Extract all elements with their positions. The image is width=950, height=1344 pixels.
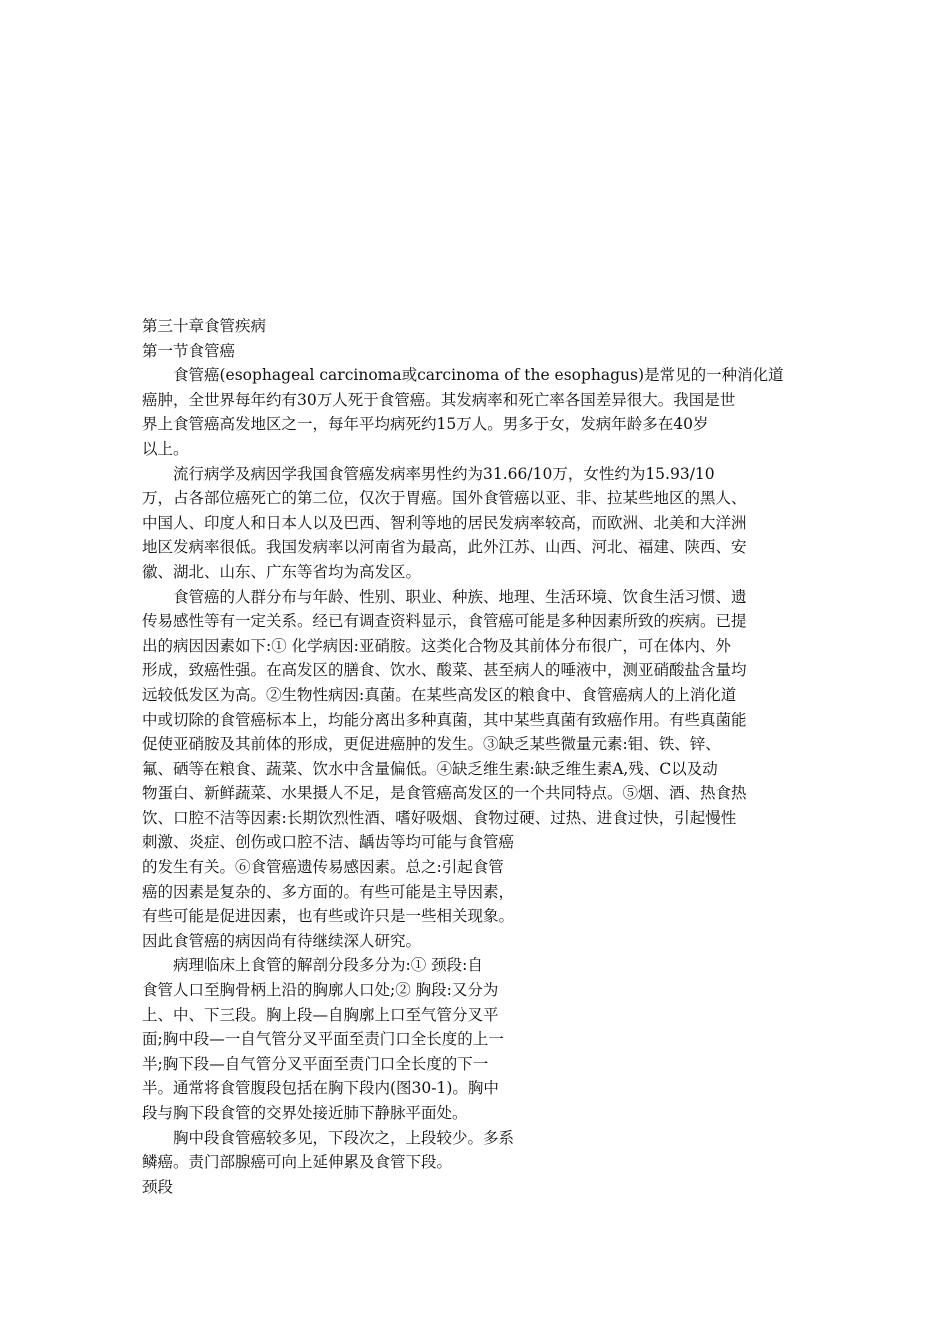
document-body bbox=[142, 314, 802, 1199]
chapter-title: 第三十章食管疾病 bbox=[142, 317, 267, 335]
paragraph-line: 流行病学及病因学我国食管癌发病率男性约为31.66/10万，女性约为15.93/10 bbox=[173, 464, 715, 483]
paragraph-line: 出的病因因素如下:① 化学病因:亚硝胺。这类化合物及其前体分布很广，可在体内、外 bbox=[142, 636, 731, 655]
paragraph-line: 刺激、炎症、创伤或口腔不洁、龋齿等均可能与食管癌 bbox=[142, 833, 515, 852]
paragraph-line: 以上。 bbox=[142, 439, 189, 458]
paragraph-line: 鳞癌。责门部腺癌可向上延伸累及食管下段。 bbox=[142, 1153, 453, 1172]
paragraph-epidemiology bbox=[142, 462, 802, 585]
paragraph-line: 促使亚硝胺及其前体的形成，更促进癌肿的发生。③缺乏某些微量元素:钼、铁、锌、 bbox=[142, 735, 721, 754]
paragraph-line: 中或切除的食管癌标本上，均能分离出多种真菌，其中某些真菌有致癌作用。有些真菌能 bbox=[142, 710, 747, 729]
paragraph-line: 氟、硒等在粮食、蔬菜、饮水中含量偏低。④缺乏维生素:缺乏维生素A,残、C以及动 bbox=[142, 759, 718, 778]
paragraph-line: 癌的因素是复杂的、多方面的。有些可能是主导因素， bbox=[142, 882, 515, 901]
paragraph-distribution bbox=[142, 1126, 802, 1175]
paragraph-line: 病理临床上食管的解剖分段多分为:① 颈段:自 bbox=[173, 956, 483, 975]
figure-label: 颈段 bbox=[142, 1177, 174, 1196]
paragraph-line: 半;胸下段—自气管分叉平面至责门口全长度的下一 bbox=[142, 1054, 489, 1073]
paragraph-line: 传易感性等有一定关系。经已有调查资料显示，食管癌可能是多种因素所致的疾病。已提 bbox=[142, 612, 747, 631]
paragraph-pathology bbox=[142, 953, 802, 1125]
paragraph-line: 癌肿，全世界每年约有30万人死于食管癌。其发病率和死亡率各国差异很大。我国是世 bbox=[142, 390, 736, 409]
paragraph-line: 徽、湖北、山东、广东等省均为高发区。 bbox=[142, 562, 422, 581]
paragraph-line: 上、中、下三段。胸上段—自胸廓上口至气管分叉平 bbox=[142, 1005, 499, 1024]
paragraph-line: 食管癌的人群分布与年龄、性别、职业、种族、地理、生活环境、饮食生活习惯、遗 bbox=[173, 587, 747, 606]
paragraph-line: 界上食管癌高发地区之一，每年平均病死约15万人。男多于女，发病年龄多在40岁 bbox=[142, 415, 709, 434]
paragraph-line: 有些可能是促进因素，也有些或许只是一些相关现象。 bbox=[142, 907, 515, 926]
paragraph-intro bbox=[142, 363, 802, 461]
paragraph-line: 地区发病率很低。我国发病率以河南省为最高，此外江苏、山西、河北、福建、陕西、安 bbox=[142, 538, 747, 557]
paragraph-line: 半。通常将食管腹段包括在胸下段内(图30-1)。胸中 bbox=[142, 1079, 499, 1098]
paragraph-line: 面;胸中段—一自气管分叉平面至责门口全长度的上一 bbox=[142, 1030, 504, 1049]
paragraph-line: 胸中段食管癌较多见，下段次之，上段较少。多系 bbox=[173, 1128, 515, 1147]
paragraph-line: 中国人、印度人和日本人以及巴西、智利等地的居民发病率较高，而欧洲、北美和大洋洲 bbox=[142, 513, 747, 532]
paragraph-line: 饮、口腔不洁等因素:长期饮烈性酒、嗜好吸烟、食物过硬、过热、进食过快，引起慢性 bbox=[142, 808, 737, 827]
paragraph-line: 物蛋白、新鲜蔬菜、水果摄人不足，是食管癌高发区的一个共同特点。⑤烟、酒、热食热 bbox=[142, 784, 747, 803]
paragraph-line: 万，占各部位癌死亡的第二位，仅次于胃癌。国外食管癌以亚、非、拉某些地区的黑人、 bbox=[142, 489, 747, 508]
paragraph-line: 形成，致癌性强。在高发区的膳食、饮水、酸菜、甚至病人的唾液中，测亚硝酸盐含量均 bbox=[142, 661, 747, 680]
paragraph-line: 段与胸下段食管的交界处接近肺下静脉平面处。 bbox=[142, 1104, 468, 1122]
paragraph-etiology bbox=[142, 585, 802, 954]
paragraph-line: 的发生有关。⑥食管癌遗传易感因素。总之:引起食管 bbox=[142, 858, 504, 877]
paragraph-line: 食管癌(esophageal carcinoma或carcinoma of the esophagus)是常见的一种消化道 bbox=[173, 366, 784, 385]
paragraph-line: 因此食管癌的病因尚有待继续深人研究。 bbox=[142, 931, 422, 950]
paragraph-line: 远较低发区为高。②生物性病因:真菌。在某些高发区的粮食中、食管癌病人的上消化道 bbox=[142, 685, 737, 704]
paragraph-line: 食管人口至胸骨柄上沿的胸廓人口处;② 胸段:又分为 bbox=[142, 981, 499, 1000]
section-title: 第一节食管癌 bbox=[142, 341, 236, 360]
